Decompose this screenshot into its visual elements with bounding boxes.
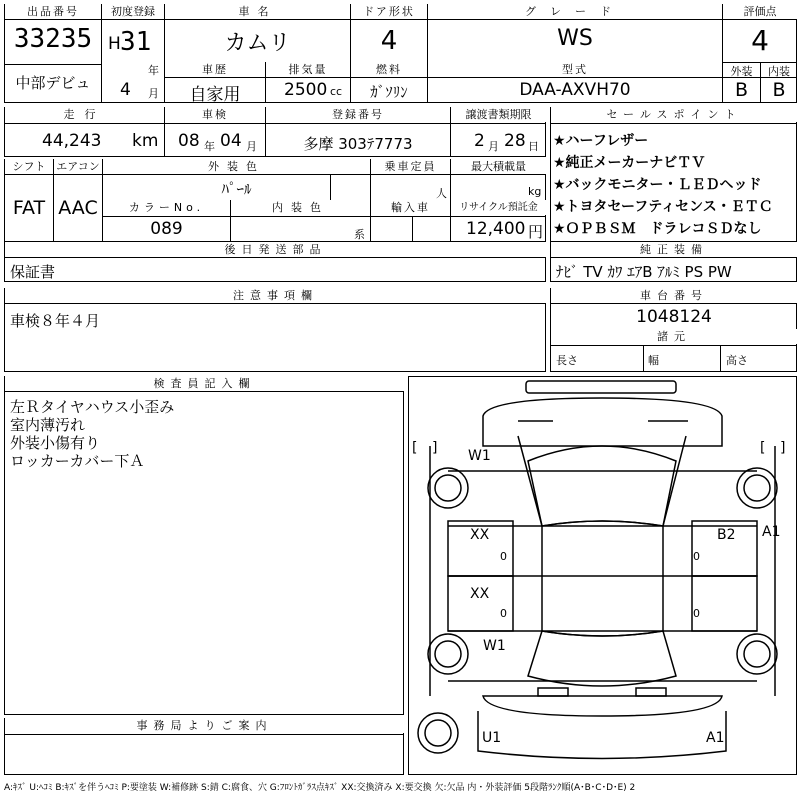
- damage-mark: XX: [470, 527, 490, 543]
- score-value: 4: [751, 24, 769, 57]
- rear-bumper-outline: [478, 711, 726, 759]
- damage-mark: U1: [482, 730, 502, 746]
- int-label: 内装: [768, 65, 790, 78]
- sales-point-item: ★バックモニター・ＬＥＤヘッド: [553, 177, 762, 193]
- inspector-line: 外装小傷有り: [10, 434, 101, 452]
- zero-mark: 0: [693, 607, 700, 620]
- venue: 中部デビュ: [15, 74, 91, 92]
- wheel-rear-left-inner: [435, 641, 461, 667]
- car-diagram: [408, 376, 797, 775]
- tail-lamp-right: [636, 688, 666, 696]
- capacity-unit: 人: [436, 187, 447, 200]
- damage-mark: XX: [470, 586, 490, 602]
- a-pillar-right: [663, 436, 686, 526]
- first-reg-year: 31: [120, 27, 152, 57]
- spare-wheel-inner: [425, 720, 451, 746]
- deadline-day: 28: [504, 131, 526, 151]
- zero-mark: 0: [500, 607, 507, 620]
- notes-value: 車検８年４月: [10, 312, 101, 330]
- chassis-label: 車台番号: [551, 288, 797, 303]
- interior-color-label: 内装色: [231, 200, 370, 215]
- inspection-month: 04: [220, 131, 242, 151]
- import-label: 輸入車: [371, 200, 450, 215]
- zero-mark: 0: [500, 550, 507, 563]
- exterior-color-label: 外装色: [103, 159, 370, 174]
- damage-mark: W1: [483, 638, 506, 654]
- office-label: 事務局よりご案内: [5, 718, 404, 733]
- sales-point-label: セールスポイント: [551, 107, 797, 122]
- door-value: 4: [380, 26, 398, 56]
- deadline-month: 2: [474, 131, 485, 151]
- genuine-label: 純正装備: [551, 242, 797, 257]
- dims-height: 高さ: [726, 354, 748, 367]
- recycle-unit: 円: [528, 223, 544, 241]
- color-no-value: 089: [150, 219, 183, 239]
- capacity-label: 乗車定員: [371, 159, 450, 174]
- damage-mark: A1: [762, 524, 781, 540]
- windshield: [528, 446, 676, 526]
- first-reg-label: 初度登録: [102, 4, 164, 19]
- a-pillar-left: [518, 436, 542, 526]
- ac-value: AAC: [58, 197, 98, 219]
- bracket-right-icon: ]: [780, 440, 786, 456]
- wheel-rear-right-inner: [744, 641, 770, 667]
- inspector-line: 室内薄汚れ: [10, 416, 86, 434]
- door-label: ドア形状: [351, 4, 427, 19]
- history-value: 自家用: [189, 85, 241, 105]
- later-parts-label: 後日発送部品: [5, 242, 546, 257]
- left-rear-door: [448, 576, 513, 631]
- recycle-value: 12,400: [466, 219, 526, 239]
- ac-label: エアコン: [54, 159, 102, 174]
- inspector-line: 左Ｒタイヤハウス小歪み: [10, 398, 175, 416]
- displacement-unit: cc: [330, 85, 343, 98]
- first-reg-era: H: [108, 34, 121, 54]
- name-label: 車名: [165, 4, 350, 19]
- sales-point-item: ★トヨタセーフティセンス・ＥＴＣ: [553, 199, 773, 215]
- inspection-year: 08: [178, 131, 200, 151]
- roof: [542, 521, 663, 636]
- first-reg-year-unit: 年: [148, 64, 159, 77]
- exterior-color-value: ﾊﾟｰﾙ: [221, 180, 252, 198]
- wheel-rear-right: [737, 634, 777, 674]
- spare-wheel: [418, 713, 458, 753]
- lot-label: 出品番号: [5, 4, 101, 19]
- sales-point-item: ★ＯＰＢＳＭ ドラレコＳＤなし: [553, 221, 762, 237]
- dims-length: 長さ: [556, 354, 578, 367]
- color-no-label: カラーNo.: [103, 200, 230, 215]
- first-reg-month-unit: 月: [148, 87, 159, 100]
- model-value: DAA-AXVH70: [519, 80, 631, 100]
- displacement-value: 2500: [284, 80, 328, 100]
- dims-label: 諸元: [551, 329, 797, 344]
- dims-width: 幅: [648, 354, 659, 367]
- chassis-value: 1048124: [636, 307, 712, 327]
- recycle-label: リサイクル預託金: [451, 200, 546, 215]
- inspection-label: 車検: [165, 107, 265, 122]
- shift-value: FAT: [12, 197, 46, 219]
- fuel-label: 燃料: [351, 62, 427, 77]
- deadline-label: 譲渡書類期限: [451, 107, 546, 122]
- car-name: カムリ: [224, 31, 291, 56]
- inspection-year-unit: 年: [204, 140, 215, 153]
- ext-grade: B: [734, 79, 749, 101]
- zero-mark: 0: [693, 550, 700, 563]
- model-label: 型式: [428, 62, 722, 77]
- damage-mark: W1: [468, 448, 491, 464]
- sales-point-item: ★ハーフレザー: [553, 133, 649, 149]
- history-label: 車歴: [165, 62, 265, 77]
- damage-mark: A1: [706, 730, 725, 746]
- displacement-label: 排気量: [266, 62, 350, 77]
- damage-mark: B2: [717, 527, 736, 543]
- fuel-value: ｶﾞｿﾘﾝ: [370, 83, 408, 101]
- sales-point-item: ★純正メーカーナビＴＶ: [553, 155, 706, 171]
- wheel-front-left: [428, 468, 468, 508]
- later-parts-value: 保証書: [10, 263, 56, 281]
- mileage-value: 44,243: [42, 131, 102, 151]
- bracket-right-icon: ]: [432, 440, 438, 456]
- bracket-left-icon: [: [412, 440, 418, 456]
- mileage-unit: km: [132, 131, 159, 151]
- trunk-outline: [483, 696, 722, 716]
- load-label: 最大積載量: [451, 159, 546, 174]
- first-reg-month: 4: [120, 80, 131, 100]
- plate-value: 多摩 303ﾃ7773: [303, 135, 413, 153]
- legend: A:ｷｽﾞ U:ﾍｺﾐ B:ｷｽﾞを伴うﾍｺﾐ P:要塗装 W:補修跡 S:錆 C:腐食、穴 G:ﾌﾛﾝﾄｶﾞﾗｽ点ｷｽﾞ XX:交換済み X:要交換 欠:欠品 内・外装評価 5段階ﾗﾝｸ順(A･B･C･D･E) 2: [4, 783, 636, 793]
- grade-label: グレード: [428, 4, 722, 19]
- inspection-month-unit: 月: [246, 140, 257, 153]
- tail-lamp-left: [538, 688, 568, 696]
- ext-label: 外装: [730, 65, 753, 78]
- bracket-left-icon: [: [760, 440, 766, 456]
- deadline-month-unit: 月: [488, 140, 499, 153]
- grade-value: WS: [557, 26, 593, 51]
- lot-number: 33235: [13, 24, 93, 54]
- right-rear-door: [692, 576, 757, 631]
- wheel-rear-left: [428, 634, 468, 674]
- inspector-label: 検査員記入欄: [5, 376, 404, 391]
- interior-color-suffix: 系: [354, 228, 365, 241]
- inspector-line: ロッカーカバー下Ａ: [10, 452, 145, 470]
- wheel-front-right-inner: [744, 475, 770, 501]
- genuine-value: ﾅﾋﾞ TV ｶﾜ ｴｱB ｱﾙﾐ PS PW: [556, 263, 732, 281]
- deadline-day-unit: 日: [528, 140, 539, 153]
- load-unit: kg: [528, 185, 542, 198]
- mileage-label: 走行: [5, 107, 164, 122]
- wheel-front-right: [737, 468, 777, 508]
- shift-label: シフト: [5, 159, 53, 174]
- notes-label: 注意事項欄: [5, 288, 546, 303]
- front-bumper-outline: [526, 381, 676, 393]
- wheel-front-left-inner: [435, 475, 461, 501]
- int-grade: B: [772, 79, 786, 101]
- plate-label: 登録番号: [266, 107, 450, 122]
- score-label: 評価点: [723, 4, 797, 19]
- rear-window: [528, 631, 676, 686]
